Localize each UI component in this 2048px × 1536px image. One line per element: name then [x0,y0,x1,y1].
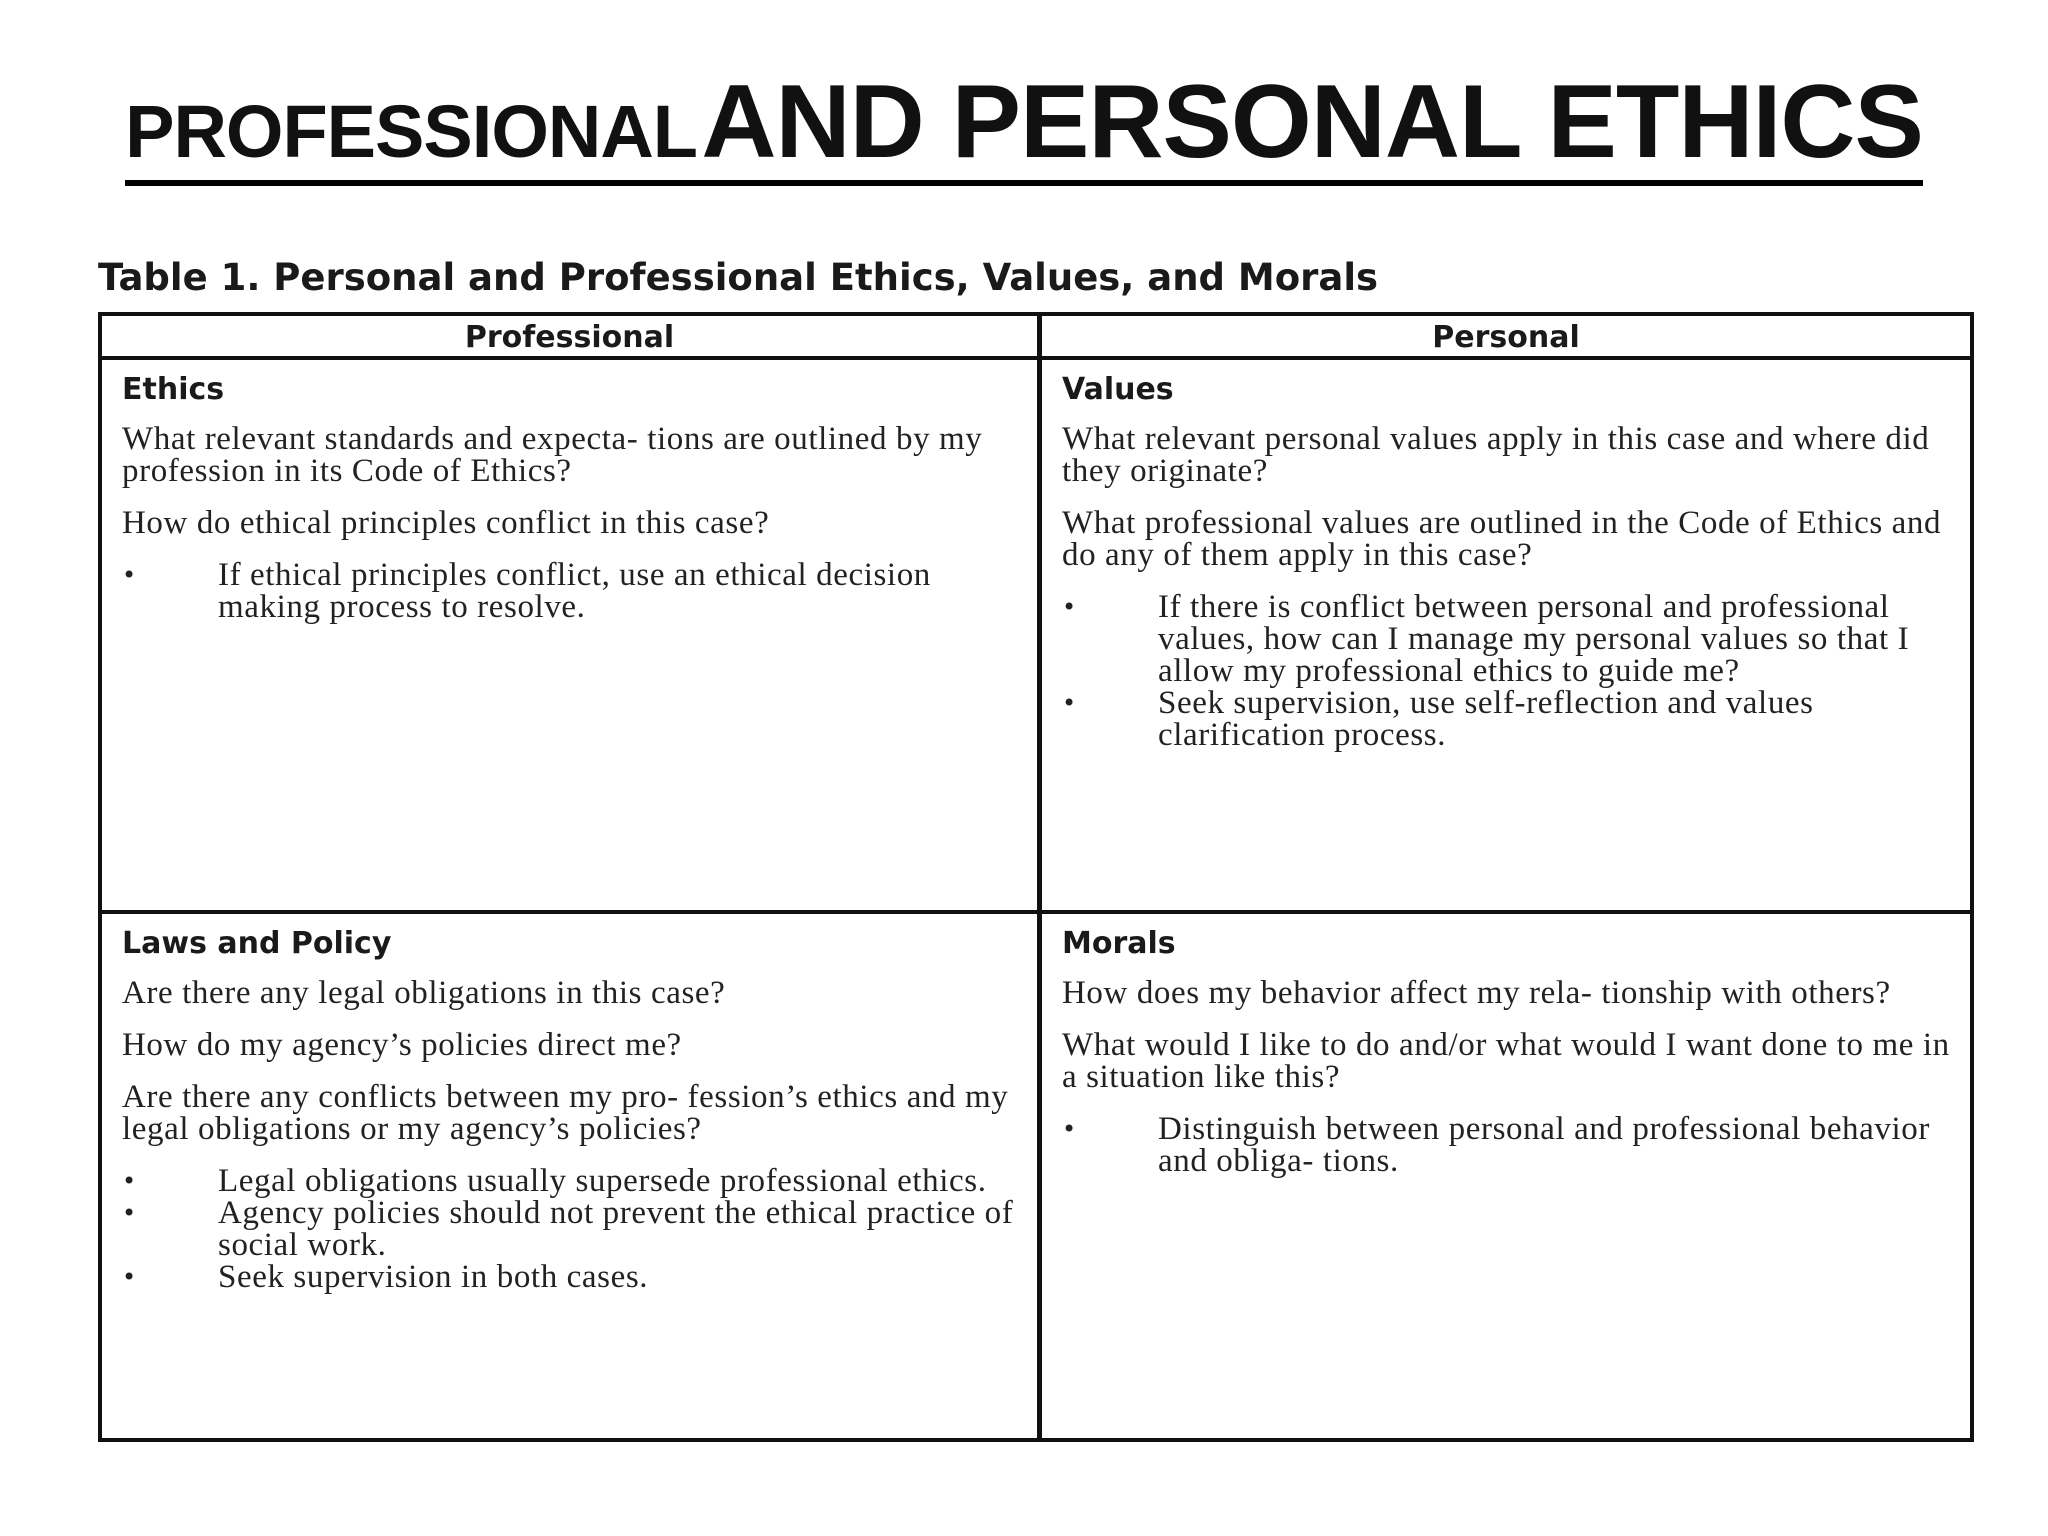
cell-paragraph: How do ethical principles conflict in this case? [122,505,770,541]
bullet-text: Agency policies should not prevent the ethical practice of social work. [218,1195,1014,1263]
cell-paragraph: What relevant personal values apply in this case and where did they originate? [1062,421,1930,489]
bullet-dot-icon: • [1062,1115,1077,1143]
bullet-dot-icon: • [1062,593,1077,621]
cell-paragraphs [1062,977,1950,1093]
bullet-item [122,1165,1017,1197]
bullet-item [122,559,1017,623]
cell-paragraphs [1062,423,1950,571]
bullet-text: Distinguish between personal and professional behavior and obliga- tions. [1158,1111,1930,1179]
column-header-professional: Professional [102,316,1042,360]
cell-laws-and-policy [102,914,1042,1438]
ethics-table [98,312,1974,1442]
bullet-dot-icon: • [122,1263,137,1291]
table-caption: Table 1. Personal and Professional Ethics, Values, and Morals [98,256,1379,299]
cell-heading: Morals [1062,926,1176,961]
cell-paragraphs [122,423,1017,539]
bullet-dot-icon: • [122,1199,137,1227]
cell-paragraph: Are there any conflicts between my pro- fession’s ethics and my legal obligations or my agency’s policies? [122,1079,1009,1147]
cell-paragraph: What professional values are outlined in the Code of Ethics and do any of them apply in this case? [1062,505,1942,573]
column-header-personal: Personal [1042,316,1970,360]
slide-title [0,64,2048,186]
bullet-item [122,1261,1017,1293]
bullet-text: Seek supervision, use self-reflection and values clarification process. [1158,685,1814,753]
title-part-large: AND PERSONAL ETHICS [701,64,1923,180]
bullet-text: Legal obligations usually supersede professional ethics. [218,1163,987,1199]
title-part-small: PROFESSIONAL [125,90,697,173]
bullet-text: Seek supervision in both cases. [218,1259,649,1295]
bullet-text: If there is conflict between personal and professional values, how can I manage my personal values so that I allow my professional ethics to guide me? [1158,589,1910,689]
cell-paragraph: What relevant standards and expecta- tions are outlined by my profession in its Code of Ethics? [122,421,983,489]
cell-bullet-list [1062,1113,1950,1177]
cell-morals [1042,914,1970,1438]
cell-values [1042,360,1970,914]
cell-bullet-list [1062,591,1950,751]
bullet-dot-icon: • [122,1167,137,1195]
cell-bullet-list [122,559,1017,623]
bullet-item [1062,591,1950,687]
cell-heading: Ethics [122,372,225,407]
cell-heading: Values [1062,372,1174,407]
bullet-text: If ethical principles conflict, use an ethical decision making process to resolve. [218,557,931,625]
bullet-item [122,1197,1017,1261]
cell-paragraph: How does my behavior affect my rela- tionship with others? [1062,975,1891,1011]
cell-paragraph: Are there any legal obligations in this case? [122,975,726,1011]
cell-paragraph: How do my agency’s policies direct me? [122,1027,682,1063]
cell-paragraphs [122,977,1017,1145]
bullet-item [1062,687,1950,751]
cell-bullet-list [122,1165,1017,1293]
bullet-item [1062,1113,1950,1177]
cell-heading: Laws and Policy [122,926,392,961]
bullet-dot-icon: • [1062,689,1077,717]
bullet-dot-icon: • [122,561,137,589]
cell-ethics [102,360,1042,914]
slide-title-underlined [125,64,1923,186]
cell-paragraph: What would I like to do and/or what would I want done to me in a situation like this? [1062,1027,1950,1095]
